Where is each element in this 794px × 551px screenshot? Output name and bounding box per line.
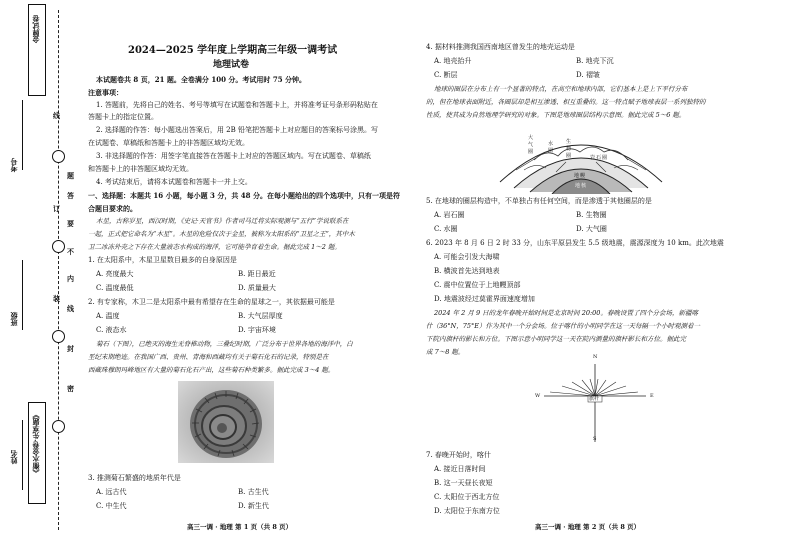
option: C. 水圈 — [434, 225, 458, 233]
class-underline — [22, 260, 23, 330]
flagpole-label: 旗杆 — [589, 396, 600, 402]
seal-char: 封 — [67, 344, 74, 353]
question-2: 2. 有专家称，木卫二是太阳系中最有希望存在生命的星球之一，其依据最可能是 — [88, 298, 335, 306]
note-line: 答题卡上的指定位置。 — [88, 113, 158, 121]
option: A. 亮度最大 — [96, 270, 134, 278]
page-footer: 高三一调 · 地理 第 1 页（共 8 页） — [187, 523, 293, 531]
passage-line: 什（36°N，75°E）作为其中一个分会场。位于喀什的小明同学在这一天每隔一个小时观测着一 — [426, 322, 700, 330]
option: A. 接近日落时间 — [434, 465, 486, 473]
figure-label: 地 — [574, 173, 580, 179]
exam-no-underline — [22, 100, 23, 170]
figure-label: 核 — [581, 183, 587, 189]
note-line: 3. 非选择题的作答：用签字笔直接答在答题卡上对应的答题区域内。写在试题卷、草稿纸 — [96, 152, 371, 160]
seal-circle — [52, 240, 65, 253]
option: B. 这一天昼长夜短 — [434, 479, 493, 487]
option: D. 地震波经过莫霍界面速度增加 — [434, 295, 535, 303]
question-5: 5. 在地球的圈层构造中，不单独占有任何空间，而是渗透于其他圈层的是 — [426, 197, 652, 205]
figure-label: 生 — [566, 139, 572, 145]
figure-label: 气 — [528, 142, 534, 148]
seal-circle — [52, 150, 65, 163]
name-label: 姓名 — [9, 450, 18, 464]
seal-char: 装 — [53, 294, 60, 303]
question-6: 6. 2023 年 8 月 6 日 2 时 33 分，山东平原县发生 5.5 级地震，震源深度为 10 km。此次地震 — [426, 239, 724, 247]
option: B. 生物圈 — [576, 211, 607, 219]
passage-line: 西藏珠穆朗玛峰地区有大量的菊石化石产出，这些菊石种类繁多。据此完成 3～4 题。 — [88, 366, 335, 374]
note-line: 1. 答题前，先将自己的姓名、考号等填写在试题卷和答题卡上，并将准考证号条形码粘贴在 — [96, 101, 378, 109]
seal-char: 答 — [67, 191, 74, 200]
option: C. 震中位置位于上地幔顶部 — [434, 281, 521, 289]
figure-label: 圈 — [548, 148, 554, 154]
option: A. 地壳抬升 — [434, 57, 472, 65]
passage-line: 下院内旗杆的影长和方位。下图示意小明同学这一天在院内测量的旗杆影长和方位。据此完 — [426, 335, 686, 343]
section-heading: 一、选择题：本题共 16 小题，每小题 3 分，共 48 分。在每小题给出的四个选项中，只有一项是符 — [88, 191, 400, 200]
note-line: 4. 考试结束后，请将本试题卷和答题卡一并上交。 — [96, 178, 252, 186]
seal-char: 内 — [67, 274, 74, 283]
section-heading: 合题目要求的。 — [88, 204, 137, 213]
compass-west: W — [535, 393, 541, 399]
seal-char: 要 — [67, 219, 74, 228]
question-1: 1. 在太阳系中，木星卫星数目最多的自身原因是 — [88, 256, 237, 264]
product-text: 《衡水金卷·先享题》 — [31, 411, 40, 477]
seal-char: 线 — [53, 111, 60, 120]
figure-label: 圈 — [528, 149, 534, 155]
passage-line: 垩纪末期绝迹。在我国广西、贵州、青海和西藏均有关于菊石化石的记录，特别是在 — [88, 353, 329, 361]
figure-label: 大 — [528, 135, 534, 141]
exam-title: 2024—2025 学年度上学期高三年级一调考试 — [128, 45, 338, 56]
option: C. 太阳位于西北方位 — [434, 493, 500, 501]
option: B. 距日最近 — [238, 270, 276, 278]
figure-label: 水 — [548, 141, 554, 147]
seal-circle — [52, 420, 65, 433]
passage-line: 一起，正式把它命名为“木星”。木星的危险仅次于金星，被称为太阳系的“卫星之王”，其中木 — [88, 230, 355, 238]
option: D. 太阳位于东南方位 — [434, 507, 500, 515]
brand-box — [28, 4, 46, 96]
note-line: 和答题卡上的非答题区域均无效。 — [88, 165, 193, 173]
passage-line: 性质，使其成为自然地理学研究的对象。下图是地球圈层结构示意图。据此完成 5～6 题。 — [426, 111, 686, 119]
option: B. 地壳下沉 — [576, 57, 614, 65]
passage-line: 菊石（下图），已绝灭的海生无脊椎动物，三叠纪时期，广泛分布于世界各地的海洋中，白 — [96, 340, 353, 348]
option: D. 质量最大 — [238, 284, 276, 292]
passage-line: 2024 年 2 月 9 日的龙年春晚开始时间是北京时间 20:00。春晚设置了四个分会场，新疆喀 — [434, 309, 698, 317]
note-line: 在试题卷、草稿纸和答题卡上的非答题区域均无效。 — [88, 139, 249, 147]
brand-text: 金牌试卷 — [31, 15, 40, 43]
compass-south: S — [593, 436, 597, 442]
option: D. 大气圈 — [576, 225, 607, 233]
class-label: 班级 — [9, 312, 18, 326]
seal-char: 线 — [67, 304, 74, 313]
option: A. 温度 — [96, 312, 120, 320]
exam-no-label: 考号 — [9, 158, 18, 172]
option: C. 液态水 — [96, 326, 127, 334]
option: B. 横波首先达到地表 — [434, 267, 500, 275]
question-4: 4. 据材料推测我国西南地区曾发生的地壳运动是 — [426, 43, 575, 51]
passage-line: 卫二冰冻外壳之下存在大量液态水构成的海洋，它可能孕育着生命。据此完成 1～2 题。 — [88, 243, 341, 251]
option: B. 古生代 — [238, 488, 269, 496]
page-footer: 高三一调 · 地理 第 2 页（共 8 页） — [535, 523, 641, 531]
question-3: 3. 推测菊石繁盛的地质年代是 — [88, 474, 181, 482]
notes-heading: 注意事项： — [88, 88, 123, 97]
figure-label: 幔 — [580, 173, 586, 179]
seal-char: 订 — [53, 204, 60, 213]
exam-subtitle: 地理试卷 — [213, 60, 250, 70]
ammonite-photo — [178, 381, 274, 463]
note-line: 2. 选择题的作答：每小题选出答案后，用 2B 铅笔把答题卡上对应题目的答案标号涂黑。写 — [96, 126, 378, 134]
seal-char: 不 — [67, 247, 74, 256]
name-underline — [22, 420, 23, 490]
option: A. 岩石圈 — [434, 211, 465, 219]
figure-label: 石 — [596, 155, 602, 161]
passage-line: 的，但在地球表面附近，各圈层却是相互渗透、相互重叠的。这一特点赋予地球表层一系列独特的 — [426, 98, 706, 106]
passage-line: 成 7～8 题。 — [426, 348, 465, 356]
compass-east: E — [650, 393, 654, 399]
option: D. 宇宙环境 — [238, 326, 276, 334]
figure-label: 圈 — [602, 155, 608, 161]
option: A. 可能会引发大海啸 — [434, 253, 500, 261]
compass-north: N — [593, 354, 598, 360]
option: B. 大气层厚度 — [238, 312, 283, 320]
option: D. 褶皱 — [576, 71, 600, 79]
passage-line: 地球的圈层在分布上有一个显著的特点，在高空和地球内部，它们基本上是上下平行分布 — [434, 85, 688, 93]
seal-char: 题 — [67, 171, 74, 180]
option: C. 温度最低 — [96, 284, 134, 292]
figure-label: 地 — [575, 183, 581, 189]
option: C. 中生代 — [96, 502, 127, 510]
seal-dash-line — [58, 10, 59, 530]
option: D. 新生代 — [238, 502, 269, 510]
figure-label: 岩 — [590, 155, 596, 161]
seal-char: 密 — [67, 384, 74, 393]
exam-intro: 本试题卷共 8 页，21 题。全卷满分 100 分。考试用时 75 分钟。 — [96, 75, 307, 84]
product-box — [28, 402, 46, 504]
option: A. 远古代 — [96, 488, 127, 496]
figure-label: 圈 — [566, 153, 572, 159]
passage-line: 木星，古称岁星，西汉时期，《史记·天官书》作者司马迁将实际观测与“五行”学说联系在 — [96, 217, 349, 225]
question-7: 7. 春晚开始时，喀什 — [426, 451, 491, 459]
seal-circle — [52, 330, 65, 343]
figure-label: 物 — [566, 146, 572, 152]
option: C. 断层 — [434, 71, 458, 79]
